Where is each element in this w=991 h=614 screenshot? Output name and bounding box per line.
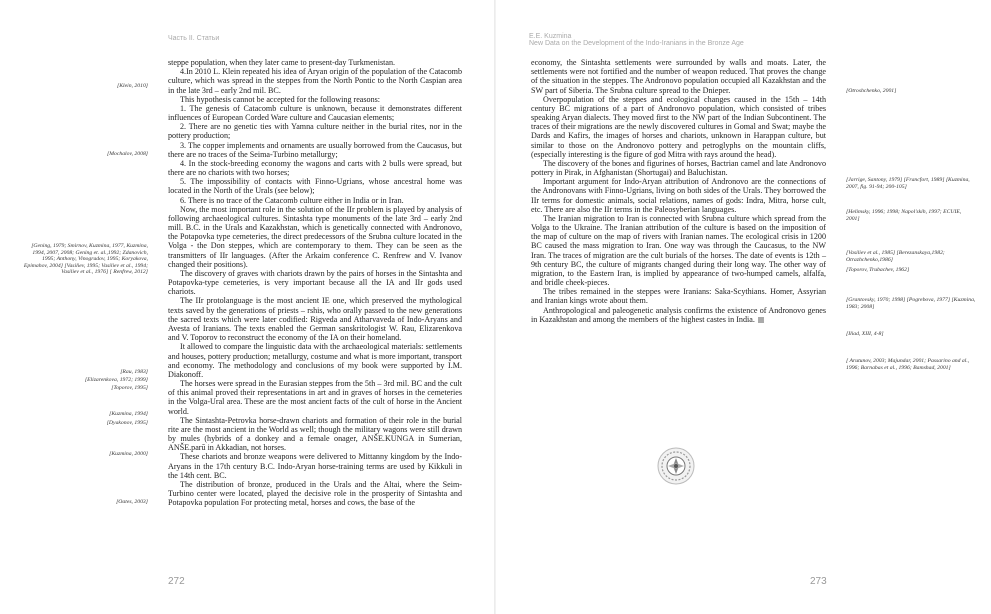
paragraph: 2. There are no genetic ties with Yamna culture neither in the burial rites, nor in the pottery production; xyxy=(168,122,462,141)
paragraph: Important argument for Indo-Aryan attribution of Andronovo are the connections of the Andronovans with Finno-Ugrians, living on both sides of the Urals. They borrowed the IIr terms for domestic animals, social relations, names of gods: Indra, Mitra, horse cult, etc. There are also the IIr terms in the Paleosyberian languages. xyxy=(531,177,826,214)
end-square-icon xyxy=(758,317,764,323)
paragraph: The discovery of the bones and figurines of horses, Bactrian camel and late Andronovo pottery in Pirak, in Afghanistan (Shortugai) and Baluchistan. xyxy=(531,158,826,178)
paragraph: Overpopulation of the steppes and ecological changes caused in the 15th – 14th century BC migrations of a part of Andronovo population, which consisted of tribes speaking Aryan dialects. They moved first to the NW part of the Indian Subcontinent. The traces of their migrations are the newly discovered cultures in Gomal and Swat; maybe the Dards and Kafirs, the images of horses and chariots, unknown in Harappan culture, but similar to those on the Andronovo pottery and petroglyphs on the mountain cliffs, (especially interesting is the figure of god Mitra with rays around the head). xyxy=(531,94,826,159)
paragraph: Now, the most important role in the solution of the IIr problem is played by analysis of following archaeological cultures. Sintashta type monuments of the late 3rd – early 2nd mill. B.C. in the Urals and Kazakhstan, which is genetically connected with Andronovo, the Potapovka type cemeteries, the direct predecessors of the Srubna culture located in the Volga - the Don steppes, which are contemporary to them. They can be seen as the transmitters of IIr languages. (After the Arkaim conference C. Renfrew and V. Ivanov changed their positions). xyxy=(168,204,462,269)
margin-reference: [Toporov, Trubachev, 1962] xyxy=(846,267,910,273)
margin-reference: [Helimsky, 1996; 1998; Napol'skih, 1997; ECUIE, 2001] xyxy=(846,209,962,222)
paragraph: The IIr protolanguage is the most ancient IE one, which preserved the mythological texts saved by the generations of priests – rshis, who orally passed to the new generations the sacred texts which were later codified: Rigveda and Atharvaveda of Indo-Aryans and Avesta of Iranians. The texts enabled the German sanskritologist W. Rau, Elizarenkova and V. Toporov to reconstruct the economy of the IA on their homeland. xyxy=(168,296,462,343)
paragraph: steppe population, when they later came to present-day Turkmenistan. xyxy=(168,58,396,67)
margin-reference: [Mochalov, 2008] xyxy=(107,151,148,157)
margin-reference: [Kuzmina, 2000] xyxy=(109,451,148,457)
paragraph: 6. There is no trace of the Catacomb culture either in India or in Iran. xyxy=(180,195,404,205)
paragraph-text: Anthropological and paleogenetic analysis confirms the existence of Andronovo genes in Kazakhstan and among the members of the highest castes in India. xyxy=(531,305,826,324)
paragraph: The horses were spread in the Eurasian steppes from the 5th – 3rd mil. BC and the cult of this animal proved their representations in art and in graves of horses in the cemeteries in the Volga-Ural area. These are the most ancient facts of the cult of horse in the Ancient world. xyxy=(168,379,462,416)
running-head-author: E.E. Kuzmina xyxy=(529,33,572,40)
right-page xyxy=(496,0,991,614)
paragraph: 1. The genesis of Catacomb culture is unknown, because it demonstrates different influences of European Corded Ware culture and Caucasian elements; xyxy=(168,103,462,123)
paragraph: The tribes remained in the steppes were Iranians: Saka-Scythians. Homer, Assyrian and Iranian kings wrote about them. xyxy=(531,287,826,306)
margin-reference: [Jarrige, Santony, 1979] [Francfort, 1989] [Kuzmina, 2007, fig. 91-94; 200-105] xyxy=(846,177,970,190)
paragraph xyxy=(531,306,826,324)
paragraph: The discovery of graves with chariots drawn by the pairs of horses in the Sintashta and Potapovka-type cemeteries, is very important because all the IA and IIr gods used chariots. xyxy=(168,268,462,297)
running-head-title: New Data on the Development of the Indo-Iranians in the Bronze Age xyxy=(529,40,744,47)
margin-reference: [Dyakonov, 1995] xyxy=(106,420,148,426)
page-number-right: 273 xyxy=(810,576,827,587)
margin-reference: [Grantovsky, 1970; 1998] [Pogrebova, 1977] [Kuzmina, 1983; 2008] xyxy=(846,297,976,310)
paragraph: 5. The impossibility of contacts with Finno-Ugrians, whose ancestral home was located in the North of the Urals (see below); xyxy=(168,177,462,196)
margin-reference: [Gening, 1979; Smirnov, Kuzmina, 1977, Kuzmina, 1994, 2007, 2008; Gening et. al.,1992; Zdanovich, 1995; Anthony, Vinogradov, 1995; Koryakova, Epimahov, 2004] [Vasiliev, 1995; Vasiliev et al., 1994; Vasiliev et al., 1976] [ Renfrew, 2012] xyxy=(23,243,148,275)
margin-reference: [Oates, 2003] xyxy=(116,499,148,505)
paragraph: economy, the Sintashta settlements were surrounded by walls and moats. Later, the settlements were not fortified and the number of weapon reduced. That proves the change of the situation in the steppes. The Andronovo population occupied all Kazakhstan and the SW part of Siberia. The Srubna culture spread to the Dnieper. xyxy=(531,58,826,95)
margin-reference: [Klein, 2010] xyxy=(117,83,148,89)
page-number-left: 272 xyxy=(168,576,185,587)
left-main-text xyxy=(168,58,462,507)
paragraph: The Sintashta-Petrovka horse-drawn chariots and formation of their role in the burial rite are the most ancient in the World as well; though the military wagons were still drawn by mules (hybrids of a donkey and a female onager, ANŠE.KUNGA in Sumerian, ANŠE.parū in Akkadian, not horses. xyxy=(168,415,462,453)
paragraph: The Iranian migration to Iran is connected with Srubna culture which spread from the Volga to the Ukraine. The Iranian attribution of the culture is based on the imposition of the map of culture on the map of rivers with Iranian names. The ecological crisis in 1200 BC caused the mass migration to Iran. One way was through the Caucasus, to the NW Iran. The traces of migration are the cult burials of the horses. The date of events is 12th – 9th century BC, the culture of migrants changed during their long way. The other way of migration, to the Eastern Iran, is implied by appearance of two-humped camels, alfalfa, and bridle cheek-pieces. xyxy=(531,213,826,288)
paragraph: It allowed to compare the linguistic data with the archaeological materials: settlements and houses, pottery production; metallurgy, costume and what is more important, transport and economy. The methodology and conclusions of my book were supported by I.M. Diakonoff. xyxy=(168,342,462,379)
margin-reference: [Otroshchenko, 2001] xyxy=(846,88,897,94)
left-page xyxy=(0,0,495,614)
margin-reference: [Kuzmina, 1994] xyxy=(109,411,148,417)
publisher-emblem-icon xyxy=(656,446,696,486)
paragraph: The distribution of bronze, produced in the Urals and the Altai, where the Seim-Turbino center were located, played the decisive role in the prosperity of Sintashta and Potapovka population For protecting metal, horses and cows, the base of the xyxy=(168,479,462,508)
paragraph: 3. The copper implements and ornaments are usually borrowed from the Caucasus, but there are no traces of the Seima-Turbino metallurgy; xyxy=(168,140,462,159)
margin-reference: [Vasiliev et al., 1985] [Berezanskaya,1982; Otrazhchenko,1986] xyxy=(846,250,945,263)
margin-reference: [ Arutunov, 2003; Majundar, 2001; Passarino and al., 1996; Barnabas et al., 1996; Bamshad, 2001] xyxy=(846,358,970,371)
paragraph: These chariots and bronze weapons were delivered to Mittanny kingdom by the Indo-Aryans in the 17th century B.C. Indo-Aryan horse-training terms are used by Kikkuli in the 14th cent. BC. xyxy=(168,452,462,480)
margin-reference: [Iliad, XIII, 4-8] xyxy=(846,331,884,337)
paragraph: This hypothesis cannot be accepted for the following reasons: xyxy=(180,94,381,104)
margin-reference: [Toporov, 1995] xyxy=(111,385,148,391)
paragraph: 4.In 2010 L. Klein repeated his idea of Aryan origin of the population of the Catacomb culture, which was spread in the steppes from the North Pontic to the North Caspian area in the late 3rd – early 2nd mil. BC. xyxy=(168,67,462,95)
running-head-left: Часть II. Статьи xyxy=(168,35,220,42)
paragraph: 4. In the stock-breeding economy the wagons and carts with 2 bulls were spread, but there are no chariots with two horses; xyxy=(168,158,462,178)
margin-reference: [Elizarenkova, 1972; 1999] xyxy=(84,377,148,383)
right-main-text xyxy=(531,58,826,324)
margin-reference: [Rau, 1983] xyxy=(120,369,148,375)
